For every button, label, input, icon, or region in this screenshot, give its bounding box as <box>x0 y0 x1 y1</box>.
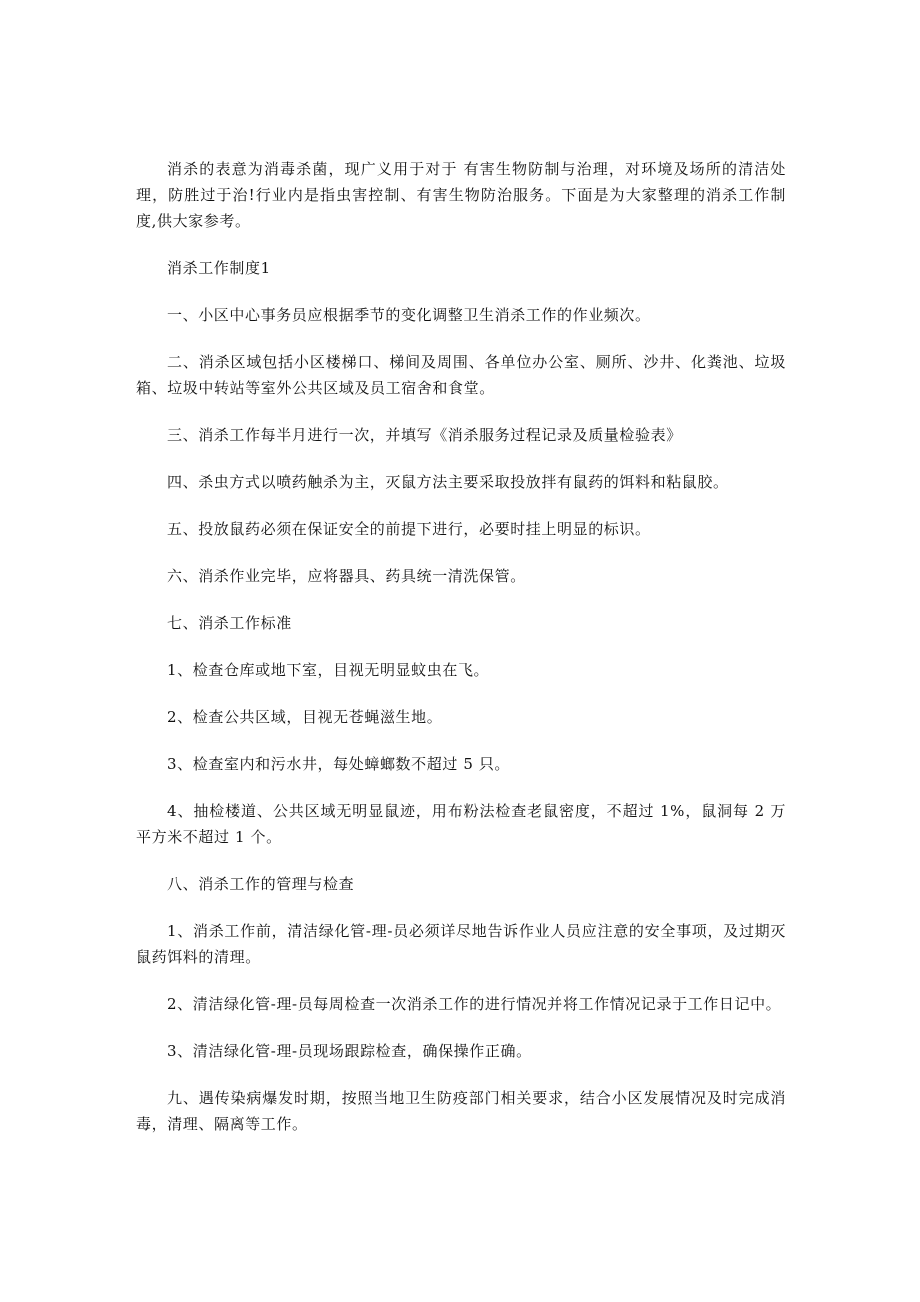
rule-paragraph: 五、投放鼠药必须在保证安全的前提下进行，必要时挂上明显的标识。 <box>167 520 651 538</box>
management-paragraph: 2、清洁绿化管-理-员每周检查一次消杀工作的进行情况并将工作情况记录于工作日记中。 <box>167 995 782 1013</box>
standard-paragraph: 2、检查公共区域，目视无苍蝇滋生地。 <box>167 708 443 726</box>
rule-paragraph: 三、消杀工作每半月进行一次，并填写《消杀服务过程记录及质量检验表》 <box>167 426 682 444</box>
standard-paragraph: 1、检查仓库或地下室，目视无明显蚊虫在飞。 <box>167 661 490 679</box>
rule-paragraph: 六、消杀作业完毕，应将器具、药具统一清洗保管。 <box>167 567 526 585</box>
intro-paragraph: 消杀的表意为消毒杀菌，现广义用于对于 有害生物防制与治理，对环境及场所的清洁处理，防胜过于治!行业内是指虫害控制、有害生物防治服务。下面是为大家整理的消杀工作制度,供大家参考。 <box>136 160 786 230</box>
section-heading-standards: 七、消杀工作标准 <box>167 614 292 632</box>
rule-paragraph: 二、消杀区域包括小区楼梯口、梯间及周围、各单位办公室、厕所、沙井、化粪池、垃圾箱、垃圾中转站等室外公共区域及员工宿舍和食堂。 <box>136 353 786 397</box>
standard-paragraph: 3、检查室内和污水井，每处蟑螂数不超过 5 只。 <box>167 755 511 773</box>
document-body <box>136 156 786 1158</box>
section-heading-management: 八、消杀工作的管理与检查 <box>167 875 355 893</box>
rule-paragraph: 四、杀虫方式以喷药触杀为主，灭鼠方法主要采取投放拌有鼠药的饵料和粘鼠胶。 <box>167 473 729 491</box>
management-paragraph: 1、消杀工作前，清洁绿化管-理-员必须详尽地告诉作业人员应注意的安全事项，及过期灭鼠药饵料的清理。 <box>136 922 786 966</box>
rule-paragraph: 九、遇传染病爆发时期，按照当地卫生防疫部门相关要求，结合小区发展情况及时完成消毒，清理、隔离等工作。 <box>136 1089 786 1133</box>
standard-paragraph: 4、抽检楼道、公共区域无明显鼠迹，用布粉法检查老鼠密度，不超过 1%，鼠洞每 2 万平方米不超过 1 个。 <box>136 802 786 846</box>
rule-paragraph: 一、小区中心事务员应根据季节的变化调整卫生消杀工作的作业频次。 <box>167 306 651 324</box>
management-paragraph: 3、清洁绿化管-理-员现场跟踪检查，确保操作正确。 <box>167 1042 532 1060</box>
section-heading-system-1: 消杀工作制度1 <box>167 259 271 277</box>
